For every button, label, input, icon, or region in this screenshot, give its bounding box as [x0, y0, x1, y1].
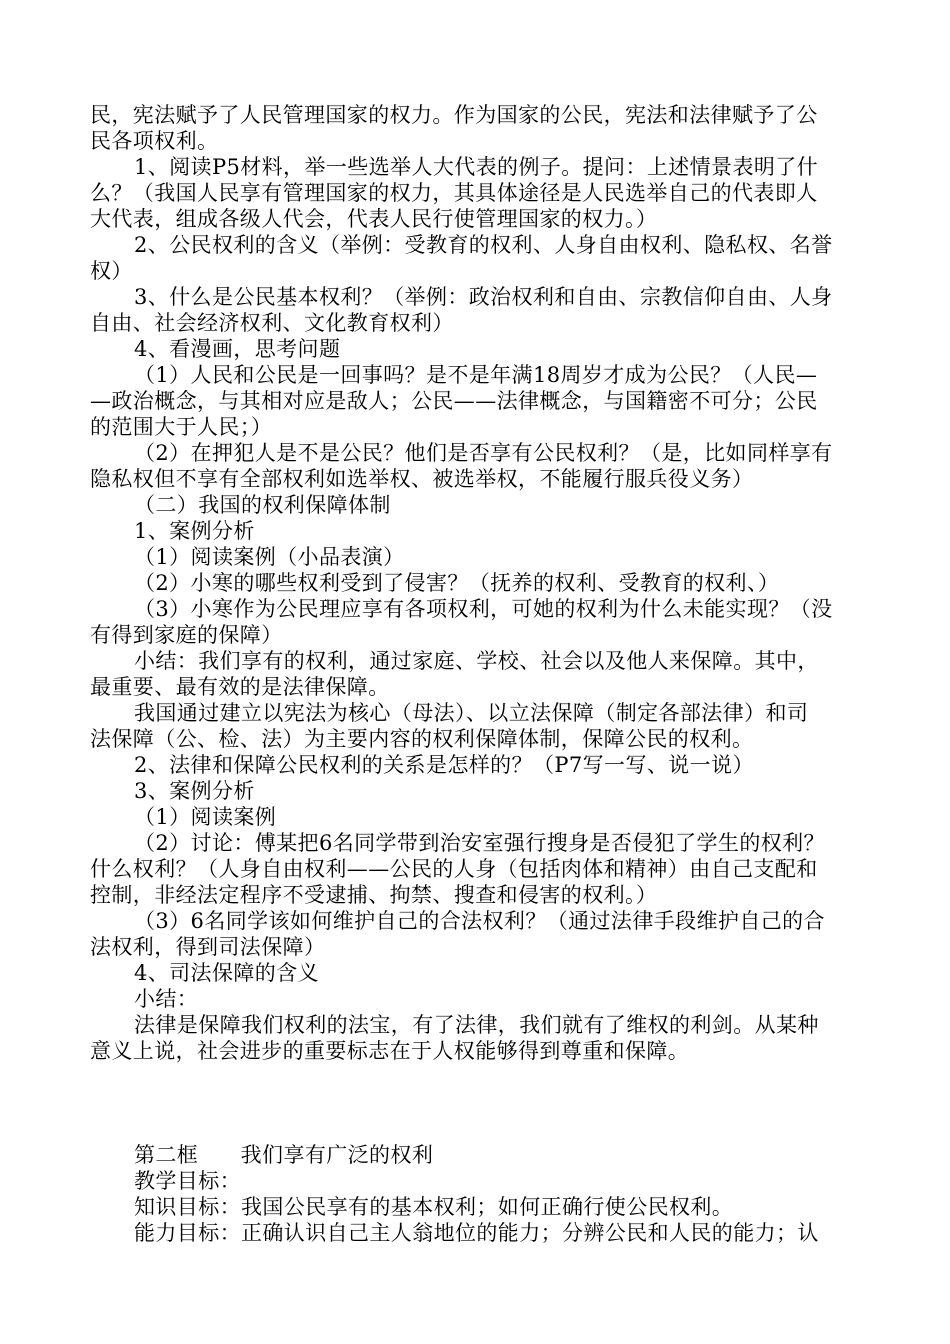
- text-line: （2）在押犯人是不是公民？他们是否享有公民权利？（是，比如同样享有: [134, 441, 833, 465]
- text-line: （1）阅读案例: [134, 805, 277, 829]
- text-line: 民，宪法赋予了人民管理国家的权力。作为国家的公民，宪法和法律赋予了公: [90, 103, 818, 127]
- text-line: 2、法律和保障公民权利的关系是怎样的？（P7写一写、说一说）: [134, 753, 754, 777]
- text-line: 知识目标：我国公民享有的基本权利；如何正确行使公民权利。: [134, 1195, 734, 1219]
- text-line: 有得到家庭的保障）: [90, 623, 283, 647]
- text-line: （1）阅读案例（小品表演）: [134, 545, 405, 569]
- text-line: —政治概念，与其相对应是敌人；公民——法律概念，与国籍密不可分；公民: [90, 389, 818, 413]
- text-line: 小结：我们享有的权利，通过家庭、学校、社会以及他人来保障。其中，: [134, 649, 819, 673]
- text-line: （2）小寒的哪些权利受到了侵害？（抚养的权利、受教育的权利、）: [134, 571, 780, 595]
- text-line: 4、看漫画，思考问题: [134, 337, 341, 361]
- text-line: （3）6名同学该如何维护自己的合法权利？（通过法律手段维护自己的合: [134, 909, 825, 933]
- text-line: 法权利，得到司法保障）: [90, 935, 326, 959]
- text-line: 法律是保障我们权利的法宝，有了法律，我们就有了维权的利剑。从某种: [134, 1013, 819, 1037]
- text-line: 3、什么是公民基本权利？（举例：政治权利和自由、宗教信仰自由、人身: [134, 285, 833, 309]
- text-line: 4、司法保障的含义: [134, 961, 319, 985]
- text-line: 2、公民权利的含义（举例：受教育的权利、人身自由权利、隐私权、名誉: [134, 233, 833, 257]
- text-line: （2）讨论：傅某把6名同学带到治安室强行搜身是否侵犯了学生的权利？: [134, 831, 825, 855]
- text-line: 我国通过建立以宪法为核心（母法）、以立法保障（制定各部法律）和司: [134, 701, 809, 725]
- text-line: 法保障（公、检、法）为主要内容的权利保障体制，保障公民的权利。: [90, 727, 754, 751]
- text-line: （3）小寒作为公民理应享有各项权利，可她的权利为什么未能实现？（没: [134, 597, 833, 621]
- text-line: 的范围大于人民；）: [90, 415, 273, 439]
- text-line: 3、案例分析: [134, 779, 255, 803]
- text-line: 1、阅读P5材料，举一些选举人大代表的例子。提问：上述情景表明了什: [134, 155, 819, 179]
- text-line: 么？（我国人民享有管理国家的权力，其具体途径是人民选举自己的代表即人: [90, 181, 818, 205]
- text-line: 1、案例分析: [134, 519, 255, 543]
- text-line: （1）人民和公民是一回事吗？是不是年满18周岁才成为公民？（人民—: [134, 363, 818, 387]
- text-line: 控制，非经法定程序不受逮捕、拘禁、搜查和侵害的权利。）: [90, 883, 658, 907]
- text-line: 意义上说，社会进步的重要标志在于人权能够得到尊重和保障。: [90, 1039, 690, 1063]
- text-line: 小结：: [134, 987, 199, 1011]
- text-line: 民各项权利。: [90, 129, 219, 153]
- text-line: 自由、社会经济权利、文化教育权利）: [90, 311, 454, 335]
- text-line: 权）: [90, 259, 133, 283]
- text-line: 什么权利？（人身自由权利——公民的人身（包括肉体和精神）由自己支配和: [90, 857, 818, 881]
- text-line: 大代表，组成各级人代会，代表人民行使管理国家的权力。）: [90, 207, 658, 231]
- text-line: 能力目标：正确认识自己主人翁地位的能力；分辨公民和人民的能力；认: [134, 1221, 819, 1245]
- section-heading: （二）我国的权利保障体制: [134, 493, 391, 517]
- section-title: 第二框 我们享有广泛的权利: [134, 1143, 434, 1167]
- text-line: 教学目标：: [134, 1169, 241, 1193]
- text-line: 最重要、最有效的是法律保障。: [90, 675, 390, 699]
- text-line: 隐私权但不享有全部权利如选举权、被选举权，不能履行服兵役义务）: [90, 467, 754, 491]
